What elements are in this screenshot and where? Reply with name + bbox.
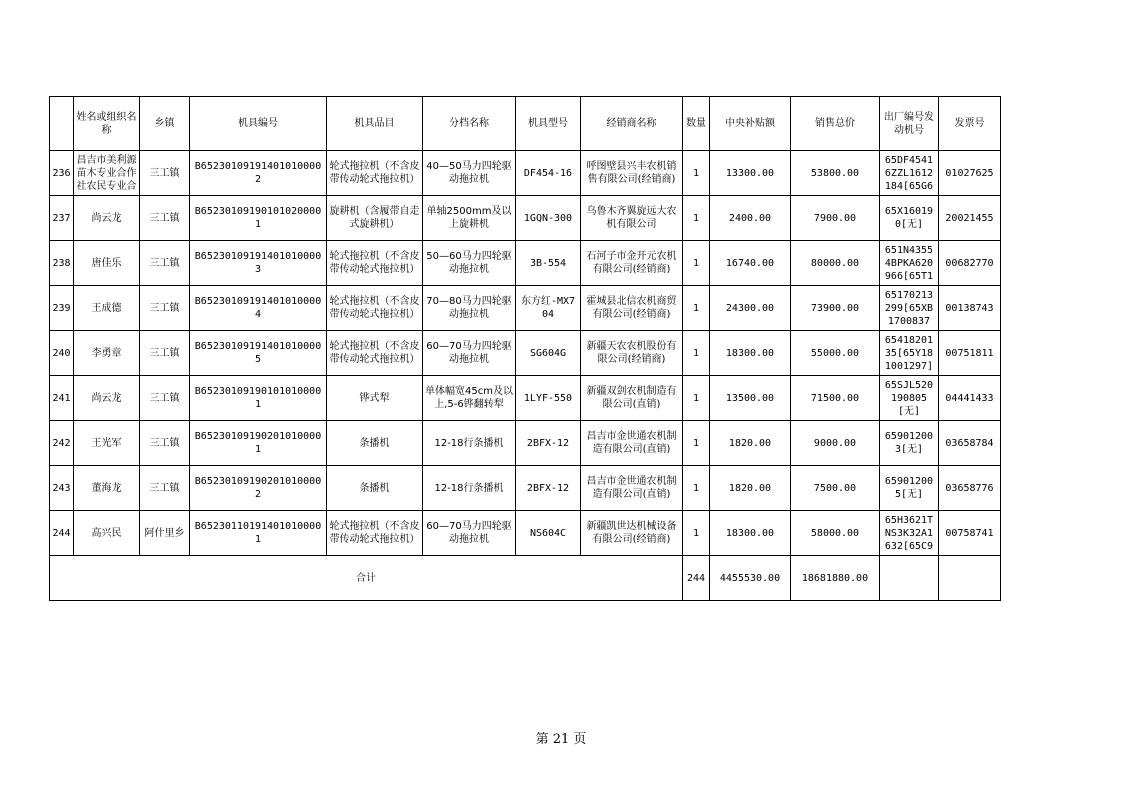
- applicant-name: 董海龙: [91, 482, 122, 494]
- machine-category: 条播机: [359, 437, 390, 449]
- invoice-number-cell: [939, 511, 1001, 556]
- quantity-cell: [683, 421, 710, 466]
- invoice-number: 00751811: [945, 347, 994, 359]
- machine-category: 轮式拖拉机（不含皮带传动轮式拖拉机）: [329, 161, 420, 185]
- table-row: [50, 331, 1001, 376]
- serial-number-cell: [880, 421, 939, 466]
- row-number: 238: [52, 257, 71, 269]
- machine-model-cell: [516, 286, 581, 331]
- machine-code-cell: [190, 511, 327, 556]
- serial-number-cell: [880, 466, 939, 511]
- dealer-name-cell: [581, 241, 683, 286]
- serial-number-cell: [880, 376, 939, 421]
- table-header-row: [50, 97, 1001, 151]
- dealer-name: 新疆双剑农机制造有限公司(直销): [586, 386, 677, 410]
- sales-total: 73900.00: [810, 302, 860, 314]
- dealer-name: 新疆凯世达机械设备有限公司(经销商): [586, 521, 677, 545]
- dealer-name: 昌吉市金世通农机制造有限公司(直销): [586, 476, 677, 500]
- central-subsidy-cell: [710, 286, 791, 331]
- table-row: [50, 241, 1001, 286]
- serial-number: 65H3621TNS3K32A1632[65C9: [884, 514, 934, 552]
- invoice-number-cell: [939, 376, 1001, 421]
- machine-category-cell: [327, 286, 423, 331]
- table-row: [50, 286, 1001, 331]
- machine-code: B652301091914010100005: [194, 341, 322, 365]
- invoice-number: 00682770: [945, 257, 994, 269]
- machine-code: B652301091914010100003: [194, 251, 322, 275]
- machine-code: B652301091901010200001: [194, 206, 322, 230]
- machine-category-cell: [327, 196, 423, 241]
- machine-category: 轮式拖拉机（不含皮带传动轮式拖拉机）: [329, 341, 420, 365]
- quantity-cell: [683, 511, 710, 556]
- grade-name-cell: [423, 286, 516, 331]
- central-subsidy: 18300.00: [725, 527, 775, 539]
- central-subsidy: 24300.00: [725, 302, 775, 314]
- machine-code-cell: [190, 376, 327, 421]
- dealer-name: 霍城县北信农机商贸有限公司(经销商): [586, 296, 677, 320]
- machine-code-cell: [190, 421, 327, 466]
- town: 三工镇: [149, 392, 180, 404]
- grade-name-cell: [423, 331, 516, 376]
- machine-category: 铧式犁: [359, 392, 390, 404]
- applicant-name-cell: [74, 511, 140, 556]
- row-number-cell: [50, 421, 74, 466]
- subsidy-table: [49, 96, 1001, 601]
- machine-model: 东方红-MX704: [520, 296, 576, 320]
- invoice-number: 00758741: [945, 527, 994, 539]
- town-cell: [140, 241, 190, 286]
- central-subsidy-cell: [710, 466, 791, 511]
- grade-name: 60—70马力四轮驱动拖拉机: [426, 341, 512, 365]
- invoice-number-cell: [939, 286, 1001, 331]
- machine-code-cell: [190, 286, 327, 331]
- dealer-name: 石河子市金开元农机有限公司(经销商): [586, 251, 677, 275]
- column-header: 销售总价: [791, 97, 880, 151]
- quantity: 1: [692, 347, 700, 359]
- grade-name-cell: [423, 241, 516, 286]
- applicant-name-cell: [74, 466, 140, 511]
- sales-total: 7500.00: [813, 482, 857, 494]
- grade-name-cell: [423, 196, 516, 241]
- dealer-name: 呼图壁县兴丰农机销售有限公司(经销商): [586, 161, 677, 185]
- applicant-name-cell: [74, 151, 140, 196]
- grade-name: 单轴2500mm及以上旋耕机: [426, 206, 512, 230]
- town-cell: [140, 151, 190, 196]
- applicant-name: 王成德: [91, 302, 122, 314]
- quantity: 1: [692, 527, 700, 539]
- grade-name-cell: [423, 376, 516, 421]
- column-header: 乡镇: [140, 97, 190, 151]
- machine-category-cell: [327, 376, 423, 421]
- machine-model-cell: [516, 511, 581, 556]
- column-header: 分档名称: [423, 97, 516, 151]
- serial-number: 651N43554BPKA620966[65T1: [884, 244, 934, 282]
- quantity-cell: [683, 376, 710, 421]
- town: 三工镇: [149, 482, 180, 494]
- quantity-cell: [683, 241, 710, 286]
- central-subsidy: 18300.00: [725, 347, 775, 359]
- total-quantity: 244: [683, 556, 710, 601]
- serial-number-cell: [880, 286, 939, 331]
- serial-number: 659012003[无]: [884, 431, 934, 455]
- quantity-cell: [683, 286, 710, 331]
- row-number-cell: [50, 241, 74, 286]
- machine-category-cell: [327, 151, 423, 196]
- table-row: [50, 196, 1001, 241]
- machine-category-cell: [327, 511, 423, 556]
- sales-total: 53800.00: [810, 167, 860, 179]
- empty-cell: [939, 556, 1001, 601]
- central-subsidy-cell: [710, 511, 791, 556]
- serial-number-cell: [880, 151, 939, 196]
- sales-total-cell: [791, 151, 880, 196]
- column-header: 中央补贴额: [710, 97, 791, 151]
- sales-total-cell: [791, 196, 880, 241]
- town-cell: [140, 466, 190, 511]
- quantity: 1: [692, 167, 700, 179]
- machine-category-cell: [327, 421, 423, 466]
- quantity: 1: [692, 257, 700, 269]
- column-header: 出厂编号发动机号: [880, 97, 939, 151]
- central-subsidy-cell: [710, 196, 791, 241]
- town-cell: [140, 286, 190, 331]
- machine-model-cell: [516, 151, 581, 196]
- row-number: 239: [52, 302, 71, 314]
- row-number: 242: [52, 437, 71, 449]
- grade-name: 50—60马力四轮驱动拖拉机: [426, 251, 512, 275]
- sales-total: 58000.00: [810, 527, 860, 539]
- central-subsidy-cell: [710, 151, 791, 196]
- applicant-name-cell: [74, 196, 140, 241]
- applicant-name: 尚云龙: [91, 212, 122, 224]
- grade-name: 12-18行条播机: [434, 437, 504, 449]
- dealer-name-cell: [581, 286, 683, 331]
- row-number-cell: [50, 511, 74, 556]
- grade-name-cell: [423, 421, 516, 466]
- row-number: 241: [52, 392, 71, 404]
- dealer-name: 乌鲁木齐翼旋远大农机有限公司: [586, 206, 677, 230]
- machine-code: B652301091902010100001: [194, 431, 322, 455]
- invoice-number-cell: [939, 466, 1001, 511]
- column-header: 机具品目: [327, 97, 423, 151]
- machine-model: 2BFX-12: [526, 482, 570, 494]
- central-subsidy: 13500.00: [725, 392, 775, 404]
- column-header: 数量: [683, 97, 710, 151]
- quantity: 1: [692, 482, 700, 494]
- invoice-number: 03658784: [945, 437, 994, 449]
- machine-model: 1LYF-550: [523, 392, 573, 404]
- machine-code-cell: [190, 151, 327, 196]
- machine-code-cell: [190, 331, 327, 376]
- row-number: 236: [52, 167, 71, 179]
- dealer-name-cell: [581, 151, 683, 196]
- central-subsidy: 1820.00: [728, 482, 772, 494]
- machine-code: B652301091902010100002: [194, 476, 322, 500]
- table-row: [50, 376, 1001, 421]
- quantity-cell: [683, 331, 710, 376]
- machine-category: 轮式拖拉机（不含皮带传动轮式拖拉机）: [329, 296, 420, 320]
- machine-category-cell: [327, 466, 423, 511]
- sales-total-cell: [791, 241, 880, 286]
- applicant-name-cell: [74, 331, 140, 376]
- invoice-number-cell: [939, 241, 1001, 286]
- row-number: 237: [52, 212, 71, 224]
- invoice-number-cell: [939, 421, 1001, 466]
- central-subsidy-cell: [710, 376, 791, 421]
- applicant-name-cell: [74, 421, 140, 466]
- serial-number-cell: [880, 331, 939, 376]
- applicant-name: 高兴民: [91, 527, 122, 539]
- sales-total-cell: [791, 376, 880, 421]
- column-header: 姓名或组织名称: [74, 97, 140, 151]
- quantity: 1: [692, 212, 700, 224]
- machine-code: B652301101914010100001: [194, 521, 322, 545]
- row-number-cell: [50, 331, 74, 376]
- machine-category-cell: [327, 331, 423, 376]
- quantity-cell: [683, 196, 710, 241]
- row-number: 244: [52, 527, 71, 539]
- machine-code: B652301091914010100004: [194, 296, 322, 320]
- sales-total: 71500.00: [810, 392, 860, 404]
- central-subsidy: 13300.00: [725, 167, 775, 179]
- central-subsidy: 2400.00: [728, 212, 772, 224]
- quantity-cell: [683, 151, 710, 196]
- table-body: [50, 97, 1001, 601]
- machine-code: B652301091901010100001: [194, 386, 322, 410]
- row-number-cell: [50, 376, 74, 421]
- dealer-name: 新疆天农农机股份有限公司(经销商): [586, 341, 677, 365]
- central-subsidy-cell: [710, 421, 791, 466]
- dealer-name: 昌吉市金世通农机制造有限公司(直销): [586, 431, 677, 455]
- machine-category: 条播机: [359, 482, 390, 494]
- grade-name-cell: [423, 511, 516, 556]
- quantity: 1: [692, 437, 700, 449]
- dealer-name-cell: [581, 511, 683, 556]
- total-row: [50, 556, 1001, 601]
- dealer-name-cell: [581, 421, 683, 466]
- total-price: 18681880.00: [791, 556, 880, 601]
- grade-name: 单体幅宽45cm及以上,5-6铧翻转犁: [425, 386, 513, 410]
- grade-name: 12-18行条播机: [434, 482, 504, 494]
- machine-model-cell: [516, 196, 581, 241]
- empty-cell: [880, 556, 939, 601]
- applicant-name: 尚云龙: [91, 392, 122, 404]
- dealer-name-cell: [581, 376, 683, 421]
- central-subsidy: 1820.00: [728, 437, 772, 449]
- sales-total-cell: [791, 511, 880, 556]
- town-cell: [140, 421, 190, 466]
- town: 三工镇: [149, 437, 180, 449]
- sales-total-cell: [791, 466, 880, 511]
- serial-number-cell: [880, 241, 939, 286]
- grade-name: 40—50马力四轮驱动拖拉机: [426, 161, 512, 185]
- town: 三工镇: [149, 257, 180, 269]
- applicant-name: 王光军: [91, 437, 122, 449]
- machine-model: DF454-16: [523, 167, 573, 179]
- quantity: 1: [692, 302, 700, 314]
- serial-number-cell: [880, 196, 939, 241]
- table-row: [50, 421, 1001, 466]
- central-subsidy-cell: [710, 241, 791, 286]
- machine-code-cell: [190, 196, 327, 241]
- machine-category: 轮式拖拉机（不含皮带传动轮式拖拉机）: [329, 521, 420, 545]
- column-header: 经销商名称: [581, 97, 683, 151]
- machine-code-cell: [190, 241, 327, 286]
- total-label: 合计: [50, 556, 683, 601]
- machine-model-cell: [516, 466, 581, 511]
- serial-number: 65X160190[无]: [884, 206, 934, 230]
- row-number-cell: [50, 151, 74, 196]
- applicant-name: 唐佳乐: [91, 257, 122, 269]
- row-number-cell: [50, 286, 74, 331]
- central-subsidy: 16740.00: [725, 257, 775, 269]
- row-number: 243: [52, 482, 71, 494]
- column-header: 机具型号: [516, 97, 581, 151]
- invoice-number-cell: [939, 196, 1001, 241]
- serial-number: 65SJL520190805[无]: [884, 379, 934, 417]
- machine-code: B652301091914010100002: [194, 161, 322, 185]
- serial-number-cell: [880, 511, 939, 556]
- invoice-number: 03658776: [945, 482, 994, 494]
- invoice-number: 04441433: [945, 392, 994, 404]
- applicant-name-cell: [74, 241, 140, 286]
- dealer-name-cell: [581, 331, 683, 376]
- town: 三工镇: [149, 347, 180, 359]
- applicant-name-cell: [74, 376, 140, 421]
- serial-number: 65170213299[65XB1700837: [884, 289, 934, 327]
- machine-model: 1GQN-300: [523, 212, 573, 224]
- quantity: 1: [692, 392, 700, 404]
- row-number-cell: [50, 196, 74, 241]
- total-subsidy: 4455530.00: [710, 556, 791, 601]
- sales-total: 7900.00: [813, 212, 857, 224]
- town: 三工镇: [149, 167, 180, 179]
- town-cell: [140, 376, 190, 421]
- page-number: 第 21 页: [535, 732, 587, 747]
- grade-name: 70—80马力四轮驱动拖拉机: [426, 296, 512, 320]
- sales-total: 80000.00: [810, 257, 860, 269]
- sales-total-cell: [791, 331, 880, 376]
- column-header: 发票号: [939, 97, 1001, 151]
- sales-total-cell: [791, 421, 880, 466]
- applicant-name-cell: [74, 286, 140, 331]
- quantity-cell: [683, 466, 710, 511]
- serial-number: 659012005[无]: [884, 476, 934, 500]
- sales-total: 55000.00: [810, 347, 860, 359]
- machine-model-cell: [516, 421, 581, 466]
- machine-model: SG604G: [529, 347, 567, 359]
- machine-category: 旋耕机（含履带自走式旋耕机）: [329, 206, 420, 230]
- row-number-cell: [50, 466, 74, 511]
- machine-category: 轮式拖拉机（不含皮带传动轮式拖拉机）: [329, 251, 420, 275]
- dealer-name-cell: [581, 196, 683, 241]
- machine-category-cell: [327, 241, 423, 286]
- applicant-name: 昌吉市美利源苗木专业合作社农民专业合: [76, 154, 137, 192]
- column-header: [50, 97, 74, 151]
- invoice-number: 01027625: [945, 167, 994, 179]
- dealer-name-cell: [581, 466, 683, 511]
- invoice-number-cell: [939, 151, 1001, 196]
- town: 阿什里乡: [144, 527, 185, 539]
- machine-model: NS604C: [529, 527, 567, 539]
- invoice-number: 20021455: [945, 212, 994, 224]
- grade-name-cell: [423, 151, 516, 196]
- invoice-number: 00138743: [945, 302, 994, 314]
- table-row: [50, 466, 1001, 511]
- invoice-number-cell: [939, 331, 1001, 376]
- column-header: 机具编号: [190, 97, 327, 151]
- machine-model: 2BFX-12: [526, 437, 570, 449]
- central-subsidy-cell: [710, 331, 791, 376]
- table-row: [50, 151, 1001, 196]
- machine-model-cell: [516, 241, 581, 286]
- town-cell: [140, 331, 190, 376]
- table-row: [50, 511, 1001, 556]
- subsidy-table-sheet: [49, 96, 1001, 601]
- machine-code-cell: [190, 466, 327, 511]
- applicant-name: 李勇章: [91, 347, 122, 359]
- town: 三工镇: [149, 302, 180, 314]
- grade-name: 60—70马力四轮驱动拖拉机: [426, 521, 512, 545]
- machine-model: 3B-554: [529, 257, 567, 269]
- town-cell: [140, 511, 190, 556]
- town-cell: [140, 196, 190, 241]
- serial-number: 65DF45416ZZL1612184[65G6: [884, 154, 934, 192]
- sales-total-cell: [791, 286, 880, 331]
- sales-total: 9000.00: [813, 437, 857, 449]
- row-number: 240: [52, 347, 71, 359]
- serial-number: 6541820135[65Y181001297]: [884, 334, 934, 372]
- grade-name-cell: [423, 466, 516, 511]
- machine-model-cell: [516, 376, 581, 421]
- town: 三工镇: [149, 212, 180, 224]
- machine-model-cell: [516, 331, 581, 376]
